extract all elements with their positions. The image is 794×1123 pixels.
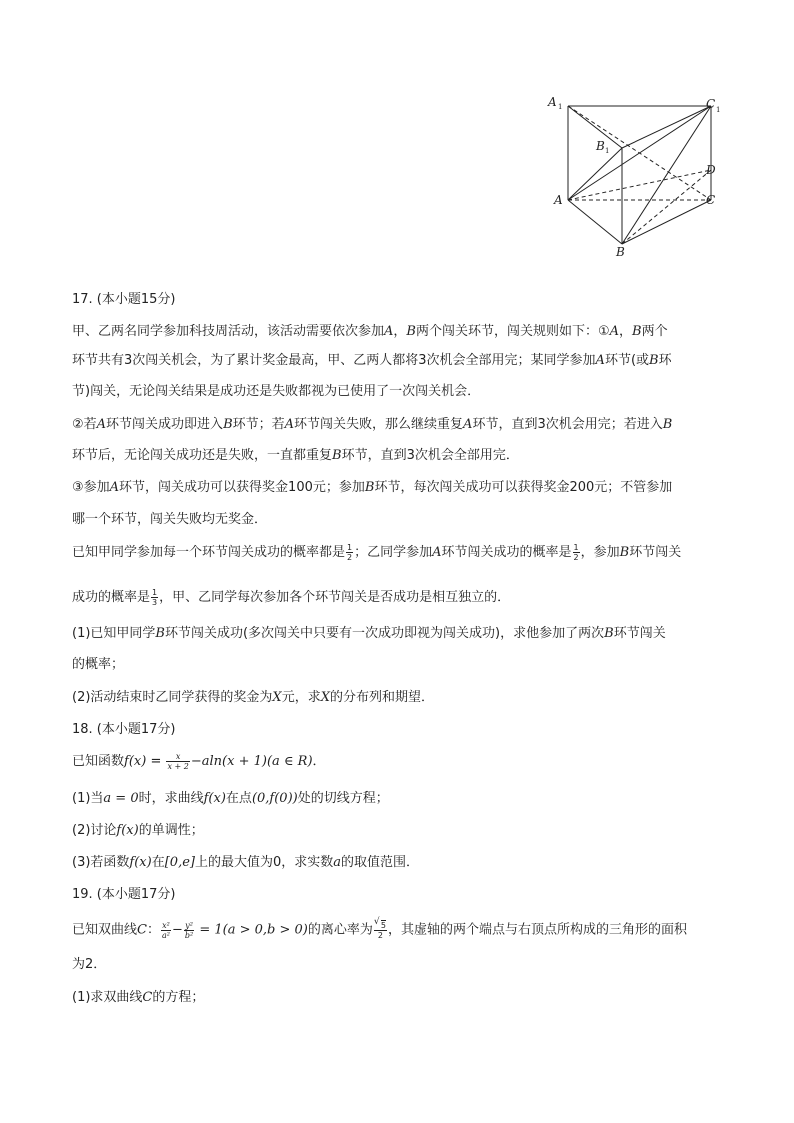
q18-sub-3: (3)若函数f(x)在[0,e]上的最大值为0，求实数a的取值范围． [72,855,420,870]
q17-line-3: 节)闯关，无论闯关结果是成功还是失败都视为已使用了一次闯关机会． [72,384,481,399]
prism-figure [546,92,726,262]
q17-heading: 17. (本小题15分) [72,292,176,307]
q17-line-2: 环节共有3次闯关机会，为了累计奖金最高，甲、乙两人都将3次机会全部用完；某同学参加A环节(或B环 [72,353,672,368]
q19-line-2: 为2． [72,957,107,972]
q17-line-6: ③参加A环节，闯关成功可以获得奖金100元；参加B环节，每次闯关成功可以获得奖金200元；不管参加 [72,480,673,495]
label-B1: B [596,139,605,153]
label-B: B [616,245,625,259]
label-C1-sub: 1 [716,106,721,114]
q17-line-7: 哪一个环节，闯关失败均无奖金． [72,512,268,527]
label-A: A [554,193,563,207]
q19-sub-1: (1)求双曲线C的方程； [72,990,205,1005]
q19-heading: 19. (本小题17分) [72,887,176,902]
q18-heading: 18. (本小题17分) [72,722,176,737]
q17-line-5: 环节后，无论闯关成功还是失败，一直都重复B环节，直到3次机会全部用完． [72,448,519,463]
label-C1: C [706,97,716,111]
q17-sub-1: (1)已知甲同学B环节闯关成功(多次闯关中只要有一次成功即视为闯关成功)，求他参加了两次B环节闯关 [72,626,666,641]
prism-diagram [546,92,726,262]
q17-line-1: 甲、乙两名同学参加科技周活动，该活动需要依次参加A，B两个闯关环节，闯关规则如下：①A，B两个 [72,324,668,339]
label-A1-sub: 1 [558,103,563,111]
label-C: C [706,193,716,207]
label-D: D [706,163,716,177]
q17-line-8: 已知甲同学参加每一个环节闯关成功的概率都是 $\frac{1}{2}$ ；乙同学参加A环节闯关成功的概率是 $\frac{1}{2}$ ，参加B环节闯关 [72,543,682,562]
q18-line-1: 已知函数f(x) = $\frac{x}{x + 2}$ −aln(x + 1)(a ∈ R)． [72,752,326,771]
q18-sub-2: (2)讨论f(x)的单调性； [72,823,204,838]
label-A1: A [548,95,557,109]
q17-line-4: ②若A环节闯关成功即进入B环节；若A环节闯关失败，那么继续重复A环节，直到3次机会用完；若进入B [72,417,673,432]
q18-sub-1: (1)当a = 0时，求曲线f(x)在点(0,f(0))处的切线方程； [72,791,389,806]
label-B1-sub: 1 [605,147,610,155]
q19-line-1: 已知双曲线C： $\frac{\text{x²}}{\text{a²}}$ − $\frac{\text{y²}}{\text{b²}}$ = 1(a > 0,b > 0)的离心率为 √ $\frac{5}{2}$ ，其虚轴的两个端点与右顶点所构成的三角形的面积 [72,920,727,941]
q17-line-9: 成功的概率是 $\frac{1}{3}$ ，甲、乙同学每次参加各个环节闯关是否成功是相互独立的． [72,588,511,607]
q17-sub-2: (2)活动结束时乙同学获得的奖金为X元，求X的分布列和期望． [72,690,434,705]
q17-sub-1-cont: 的概率； [72,657,125,672]
